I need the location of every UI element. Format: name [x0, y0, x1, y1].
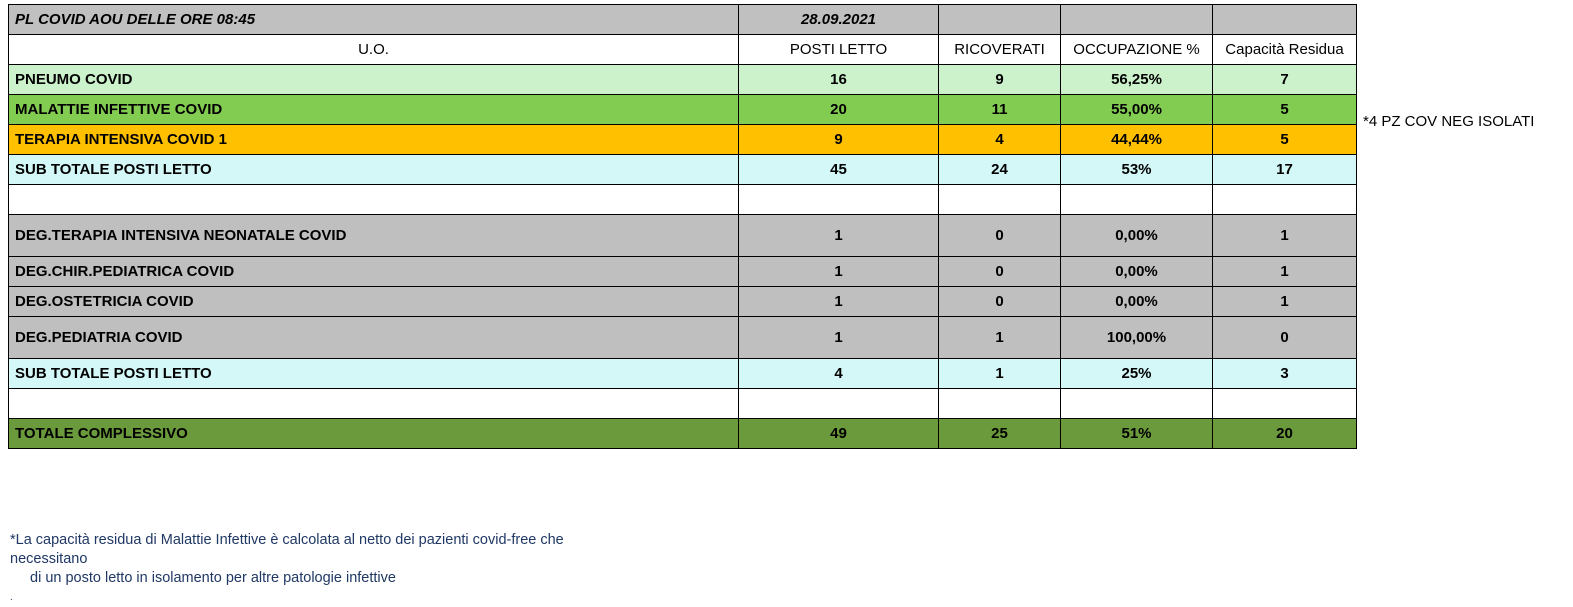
footnote-line-2: necessitano: [10, 551, 88, 567]
side-note: *4 PZ COV NEG ISOLATI: [1363, 113, 1535, 130]
row-ricoverati: 24: [939, 155, 1061, 185]
column-header-occupazione: OCCUPAZIONE %: [1061, 35, 1213, 65]
row-ricoverati: 25: [939, 419, 1061, 449]
row-occupazione: 0,00%: [1061, 215, 1213, 257]
footnote-line-3: di un posto letto in isolamento per altre patologie infettive: [30, 570, 396, 586]
row-capacita-residua: 1: [1213, 287, 1357, 317]
row-label: SUB TOTALE POSTI LETTO: [9, 359, 739, 389]
table-row-subtotal: [9, 359, 1357, 389]
row-capacita-residua: 1: [1213, 257, 1357, 287]
table-row-total: [9, 419, 1357, 449]
row-posti-letto: 1: [739, 317, 939, 359]
table-row: [9, 317, 1357, 359]
row-label: MALATTIE INFETTIVE COVID: [9, 95, 739, 125]
row-occupazione: 0,00%: [1061, 287, 1213, 317]
row-posti-letto: 1: [739, 257, 939, 287]
row-occupazione: 56,25%: [1061, 65, 1213, 95]
row-ricoverati: [939, 389, 1061, 419]
header-blank-2: [1061, 5, 1213, 35]
row-label: [9, 389, 739, 419]
row-posti-letto: [739, 389, 939, 419]
row-ricoverati: [939, 185, 1061, 215]
row-ricoverati: 4: [939, 125, 1061, 155]
row-posti-letto: 1: [739, 215, 939, 257]
row-occupazione: 53%: [1061, 155, 1213, 185]
row-ricoverati: 0: [939, 287, 1061, 317]
row-ricoverati: 1: [939, 317, 1061, 359]
footnote: [10, 531, 564, 607]
row-capacita-residua: [1213, 389, 1357, 419]
row-label: TERAPIA INTENSIVA COVID 1: [9, 125, 739, 155]
row-capacita-residua: 0: [1213, 317, 1357, 359]
row-occupazione: 100,00%: [1061, 317, 1213, 359]
row-posti-letto: 4: [739, 359, 939, 389]
row-capacita-residua: 3: [1213, 359, 1357, 389]
footnote-line-4: .: [10, 592, 13, 603]
row-capacita-residua: 17: [1213, 155, 1357, 185]
row-capacita-residua: 1: [1213, 215, 1357, 257]
row-ricoverati: 9: [939, 65, 1061, 95]
table-column-headers: [9, 35, 1357, 65]
header-blank-1: [939, 5, 1061, 35]
row-occupazione: 44,44%: [1061, 125, 1213, 155]
row-ricoverati: 11: [939, 95, 1061, 125]
table-row-subtotal: [9, 155, 1357, 185]
row-posti-letto: 49: [739, 419, 939, 449]
table-row: [9, 257, 1357, 287]
row-capacita-residua: 5: [1213, 125, 1357, 155]
row-ricoverati: 1: [939, 359, 1061, 389]
column-header-capacita-residua: Capacità Residua: [1213, 35, 1357, 65]
row-label: DEG.PEDIATRIA COVID: [9, 317, 739, 359]
row-posti-letto: 45: [739, 155, 939, 185]
spreadsheet-area: [8, 4, 1357, 449]
row-label: DEG.OSTETRICIA COVID: [9, 287, 739, 317]
row-posti-letto: 20: [739, 95, 939, 125]
table-row: [9, 65, 1357, 95]
column-header-uo: U.O.: [9, 35, 739, 65]
table-header-title-row: [9, 5, 1357, 35]
table-row: [9, 95, 1357, 125]
row-ricoverati: 0: [939, 257, 1061, 287]
row-label: [9, 185, 739, 215]
column-header-ricoverati: RICOVERATI: [939, 35, 1061, 65]
row-posti-letto: 16: [739, 65, 939, 95]
row-capacita-residua: [1213, 185, 1357, 215]
row-occupazione: 0,00%: [1061, 257, 1213, 287]
row-occupazione: [1061, 389, 1213, 419]
table-row: [9, 287, 1357, 317]
row-occupazione: 55,00%: [1061, 95, 1213, 125]
row-label: DEG.CHIR.PEDIATRICA COVID: [9, 257, 739, 287]
row-posti-letto: 1: [739, 287, 939, 317]
row-ricoverati: 0: [939, 215, 1061, 257]
table-row: [9, 125, 1357, 155]
row-occupazione: 51%: [1061, 419, 1213, 449]
header-blank-3: [1213, 5, 1357, 35]
column-header-posti-letto: POSTI LETTO: [739, 35, 939, 65]
row-label: SUB TOTALE POSTI LETTO: [9, 155, 739, 185]
row-occupazione: 25%: [1061, 359, 1213, 389]
row-occupazione: [1061, 185, 1213, 215]
covid-beds-table: [8, 4, 1357, 449]
row-posti-letto: [739, 185, 939, 215]
row-posti-letto: 9: [739, 125, 939, 155]
row-capacita-residua: 20: [1213, 419, 1357, 449]
row-label: PNEUMO COVID: [9, 65, 739, 95]
footnote-line-1: *La capacità residua di Malattie Infettive è calcolata al netto dei pazienti covid-free che: [10, 532, 564, 548]
table-row: [9, 215, 1357, 257]
row-label: TOTALE COMPLESSIVO: [9, 419, 739, 449]
table-row-spacer: [9, 185, 1357, 215]
table-row-spacer: [9, 389, 1357, 419]
row-capacita-residua: 5: [1213, 95, 1357, 125]
report-title: PL COVID AOU DELLE ORE 08:45: [9, 5, 739, 35]
row-capacita-residua: 7: [1213, 65, 1357, 95]
report-date: 28.09.2021: [739, 5, 939, 35]
row-label: DEG.TERAPIA INTENSIVA NEONATALE COVID: [9, 215, 739, 257]
